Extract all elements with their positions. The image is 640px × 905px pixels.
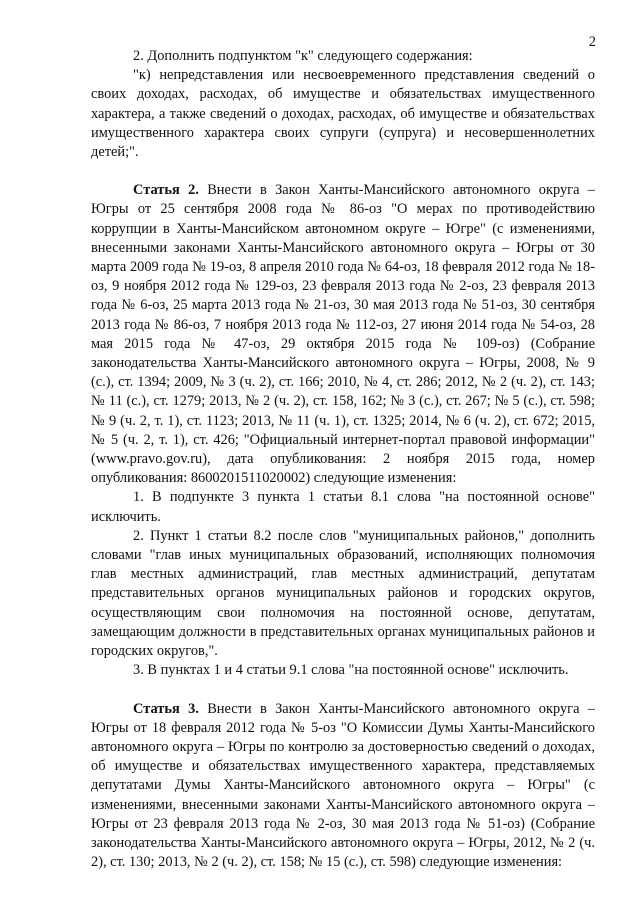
article-2-item-1: 1. В подпункте 3 пункта 1 статьи 8.1 слова "на постоянной основе" исключить. [91,489,595,525]
article-2-label: Статья 2. [133,182,199,199]
article-2-item-3: 3. В пунктах 1 и 4 статьи 9.1 слова "на постоянной основе" исключить. [133,662,569,679]
article-3-paragraph [91,700,595,873]
document-body [91,47,595,872]
paragraph-subitem-k: "к) непредставления или несвоевременного представления сведений о своих доходах, расходах, об имуществе и обязательствах имущественного характера, а также сведений о доходах, расходах, об имуществе и обязательствах имущественного характера своих супруги (супруга) и несовершеннолетних детей;". [91,67,595,161]
article-2-text: Внести в Закон Ханты-Мансийского автономного округа – Югры от 25 сентября 2008 года № 86-оз "О мерах по противодействию коррупции в Ханты-Мансийском автономном округе – Югре" (с изменениями, внесенными законами Ханты-Мансийского автономного округа – Югры от 30 марта 2009 года № 19-оз, 8 апреля 2010 года № 64-оз, 18 февраля 2012 года № 18-оз, 9 ноября 2012 года № 129-оз, 23 февраля 2013 года № 2-оз, 23 февраля 2013 года № 6-оз, 25 марта 2013 года № 21-оз, 30 мая 2013 года № 51-оз, 30 сентября 2013 года № 86-оз, 7 ноября 2013 года № 112-оз, 27 июня 2014 года № 54-оз, 28 мая 2015 года № 47-оз, 29 октября 2015 года № 109-оз) (Собрание законодательства Ханты-Мансийского автономного округа – Югры, 2008, № 9 (с.), ст. 1394; 2009, № 3 (ч. 2), ст. 166; 2010, № 4, ст. 286; 2012, № 2 (ч. 2), ст. 143; № 11 (с.), ст. 1279; 2013, № 2 (ч. 2), ст. 158, 162; № 3 (с.), ст. 267; № 5 (с.), ст. 598; № 9 (ч. 2, т. 1), ст. 1123; 2013, № 11 (ч. 1), ст. 1325; 2014, № 6 (ч. 2), ст. 672; 2015, № 5 (ч. 2, т. 1), ст. 426; "Официальный интернет-портал правовой информации" (www.pravo.gov.ru), дата опубликования: 2 ноября 2015 года, номер опубликования: 8600201511020002) следующие изменения: [91,182,595,487]
article-3-label: Статья 3. [133,700,199,717]
article-3-text: Внести в Закон Ханты-Мансийского автономного округа – Югры от 18 февраля 2012 года № 5-оз "О Комиссии Думы Ханты-Мансийского автономного округа – Югры по контролю за достоверностью сведений о доходах, об имуществе и обязательствах имущественного характера, представляемых депутатами Думы Ханты-Мансийского автономного округа – Югры" (с изменениями, внесенными законами Ханты-Мансийского автономного округа – Югры от 23 февраля 2013 года № 2-оз, 30 мая 2013 года № 51-оз) (Собрание законодательства Ханты-Мансийского автономного округа – Югры, 2012, № 2 (ч. 2), ст. 130; 2013, № 2 (ч. 2), ст. 158; № 15 (с.), ст. 598) следующие изменения: [91,700,595,871]
article-2-item-2: 2. Пункт 1 статьи 8.2 после слов "муниципальных районов," дополнить словами "глав иных муниципальных образований, исполняющих полномочия глав местных администраций, глав местных администраций, депутатам представительных органов муниципальных районов и городских округов, осуществляющим свои полномочия на постоянной основе, депутатам, замещающим должности в представительных органах муниципальных районов и городских округов,". [91,527,595,660]
article-2-paragraph [91,181,595,488]
page-number: 2 [588,34,596,50]
paragraph-item-2-intro: 2. Дополнить подпунктом "к" следующего содержания: [133,48,473,64]
